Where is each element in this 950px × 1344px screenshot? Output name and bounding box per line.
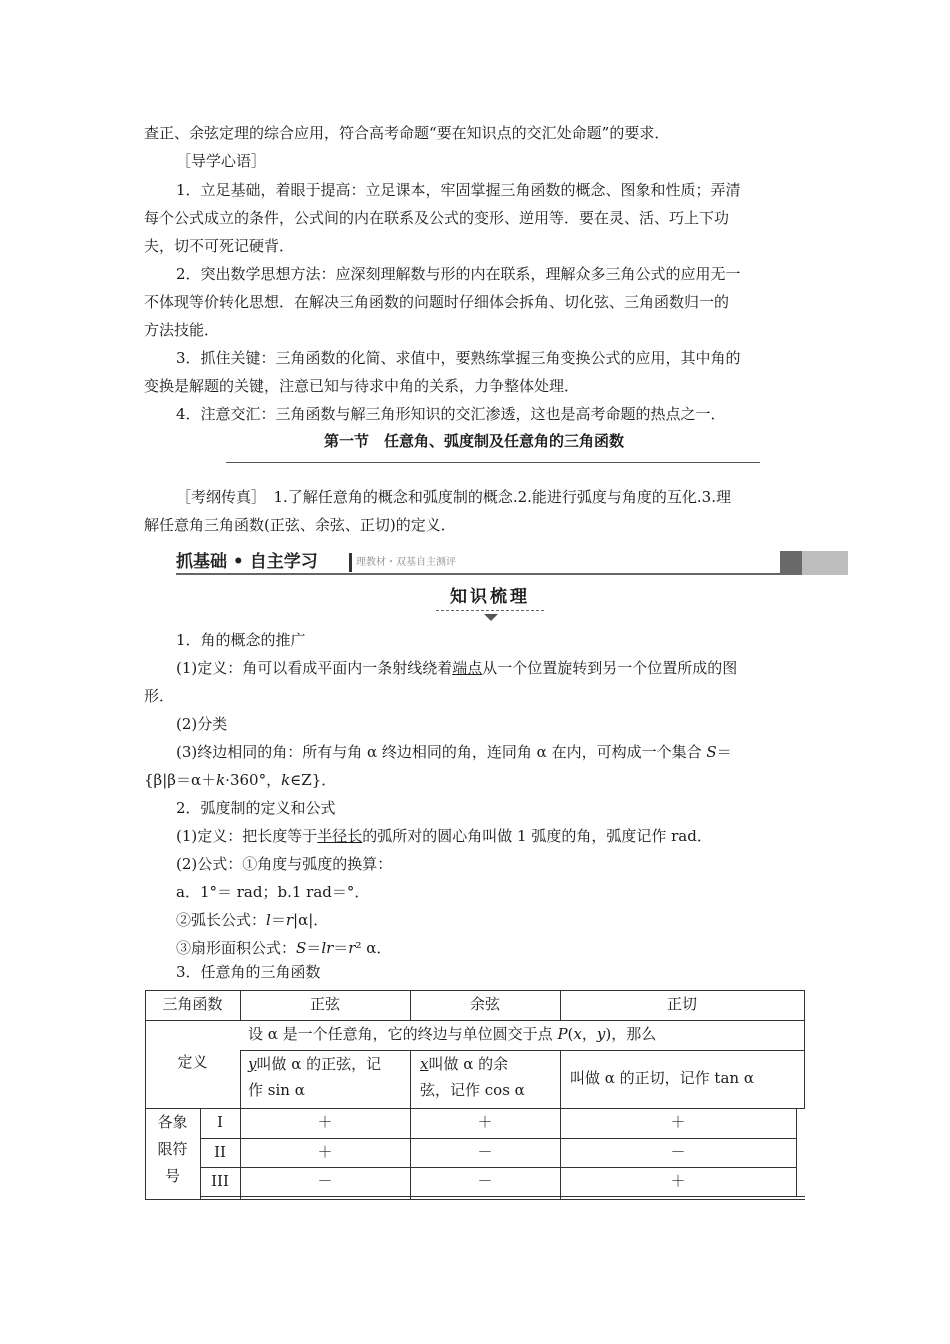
definition-intro	[248, 1022, 656, 1046]
sine-definition-cont: 作 sin α	[248, 1081, 305, 1099]
title-divider	[226, 462, 760, 463]
guide-point-3: 3．抓住关键：三角函数的化简、求值中，要熟练掌握三角变换公式的应用，其中角的	[176, 349, 741, 367]
text: (3)终边相同的角：所有与角 α 终边相同的角，连同角 α 在内，可构成一个集合	[176, 743, 707, 761]
sign-cell: －	[317, 1172, 333, 1190]
definition-label: 定义	[177, 1053, 208, 1071]
sign-cell: ＋	[317, 1143, 333, 1161]
table-border	[145, 1199, 805, 1200]
answer-radius-length: 半径长	[317, 827, 363, 845]
radian-formula: (2)公式：①角度与弧度的换算：	[176, 855, 393, 873]
var: P	[557, 1025, 568, 1043]
table-header: 正切	[666, 995, 697, 1013]
text: {β|β＝α＋	[144, 771, 217, 789]
guide-point-3-cont: 变换是解题的关键，注意已知与待求中角的关系，力争整体处理．	[144, 377, 580, 395]
table-border	[796, 1108, 797, 1196]
guide-heading: ［导学心语］	[176, 152, 267, 170]
table-border	[200, 1196, 805, 1197]
syllabus: ［考纲传真］ 1.了解任意角的概念和弧度制的概念.2.能进行弧度与角度的互化.3.理	[176, 488, 731, 506]
text: ②弧长公式：	[176, 911, 267, 929]
answer-endpoint: 端点	[452, 659, 483, 677]
text: (1)定义：角可以看成平面内一条射线绕着	[176, 659, 453, 677]
angle-definition	[176, 658, 846, 678]
table-header: 三角函数	[162, 995, 223, 1013]
text: )，那么	[605, 1025, 657, 1043]
text: ＝	[333, 939, 349, 957]
sign-cell: －	[670, 1143, 686, 1161]
heading-angle-concept: 1．角的概念的推广	[176, 631, 306, 649]
radian-definition	[176, 826, 846, 846]
table-border	[200, 1138, 796, 1139]
triangle-down-icon	[484, 614, 498, 621]
var: S	[296, 939, 307, 957]
text: ·360°，	[225, 771, 282, 789]
var: r	[348, 939, 356, 957]
text: ③扇形面积公式：	[176, 939, 297, 957]
knowledge-label: 知识梳理	[436, 586, 544, 611]
var: y	[596, 1025, 606, 1043]
sign-cell: －	[477, 1143, 493, 1161]
coterminal-set	[144, 770, 814, 790]
sign-cell: ＋	[670, 1172, 686, 1190]
tangent-definition: 叫做 α 的正切，记作 tan α	[570, 1069, 754, 1087]
table-border	[560, 1050, 561, 1108]
text: 叫做 α 的余	[428, 1055, 509, 1073]
guide-point-4: 4．注意交汇：三角函数与解三角形知识的交汇渗透，这也是高考命题的热点之一．	[176, 405, 726, 423]
text: 从一个位置旋转到另一个位置所成的图	[482, 659, 738, 677]
sign-cell: ＋	[670, 1113, 686, 1131]
angle-classification: (2)分类	[176, 715, 228, 733]
angle-definition-cont: 形．	[144, 687, 175, 705]
guide-point-1-cont: 每个公式成立的条件，公式间的内在联系及公式的变形、逆用等．要在灵、活、巧上下功	[144, 209, 730, 227]
sign-cell: ＋	[317, 1113, 333, 1131]
sign-cell: ＋	[477, 1113, 493, 1131]
guide-point-2-cont: 方法技能．	[144, 321, 220, 339]
banner-block-light	[802, 551, 848, 575]
text: |α|．	[293, 911, 329, 929]
quadrant-label: 限符	[157, 1140, 188, 1158]
table-header: 正弦	[309, 995, 340, 1013]
text: ² α．	[355, 939, 392, 957]
syllabus-cont: 解任意角三角函数(正弦、余弦、正切)的定义．	[144, 516, 456, 534]
quadrant-label: 各象	[157, 1113, 188, 1131]
heading-radian: 2．弧度制的定义和公式	[176, 799, 336, 817]
table-header: 余弦	[469, 995, 500, 1013]
answer-y: y	[248, 1055, 257, 1073]
var: k	[216, 771, 226, 789]
text: ＝	[270, 911, 286, 929]
banner-subtitle: 理教材・双基自主测评	[356, 557, 456, 568]
coterminal-angles	[176, 742, 846, 762]
text: ∈Z}．	[290, 771, 337, 789]
cosine-definition-cont: 弦，记作 cos α	[420, 1081, 525, 1099]
var: x	[573, 1025, 582, 1043]
table-border	[200, 1167, 796, 1168]
quadrant-III: III	[211, 1172, 229, 1190]
text: ，	[581, 1025, 597, 1043]
var: lr	[321, 939, 334, 957]
sector-area-formula	[176, 938, 846, 958]
quadrant-II: II	[214, 1143, 226, 1161]
table-border	[145, 990, 805, 991]
text: ＝	[716, 743, 732, 761]
sign-cell: －	[477, 1172, 493, 1190]
table-border	[240, 1050, 805, 1051]
arc-length-formula	[176, 910, 846, 930]
var: S	[706, 743, 717, 761]
guide-point-1-cont: 夫，切不可死记硬背．	[144, 237, 295, 255]
heading-trig-functions: 3．任意角的三角函数	[176, 963, 321, 981]
guide-point-2: 2．突出数学思想方法：应深刻理解数与形的内在联系，理解众多三角公式的应用无一	[176, 265, 741, 283]
table-border	[240, 1050, 241, 1108]
conversion-formula: a．1°＝ rad；b.1 rad＝°．	[176, 883, 370, 901]
table-border	[145, 1020, 805, 1021]
quadrant-I: I	[217, 1113, 223, 1131]
table-border	[145, 1108, 805, 1109]
banner-separator	[349, 553, 352, 572]
text: (1)定义：把长度等于	[176, 827, 318, 845]
text: 设 α 是一个任意角，它的终边与单位圆交于点	[248, 1025, 558, 1043]
cosine-definition	[420, 1052, 508, 1076]
var: r	[285, 911, 294, 929]
section-banner	[176, 551, 848, 575]
banner-title: 抓基础 • 自主学习	[176, 552, 318, 572]
section-title: 第一节 任意角、弧度制及任意角的三角函数	[323, 432, 624, 450]
table-border	[410, 1050, 411, 1108]
text: (	[567, 1025, 574, 1043]
text: 的弧所对的圆心角叫做 1 弧度的角，弧度记作 rad．	[362, 827, 712, 845]
guide-point-2-cont: 不体现等价转化思想．在解决三角函数的问题时仔细体会拆角、切化弦、三角函数归一的	[144, 293, 730, 311]
intro-line: 查正、余弦定理的综合应用，符合高考命题“要在知识点的交汇处命题”的要求．	[144, 124, 670, 142]
var: l	[266, 911, 271, 929]
sine-definition	[248, 1052, 381, 1076]
banner-block-dark	[780, 551, 802, 575]
text: ＝	[306, 939, 322, 957]
table-border	[804, 990, 805, 1108]
quadrant-label: 号	[164, 1167, 180, 1185]
var: k	[281, 771, 291, 789]
banner-rule	[176, 573, 780, 575]
guide-point-1: 1．立足基础，着眼于提高：立足课本，牢固掌握三角函数的概念、图象和性质；弄清	[176, 181, 741, 199]
answer-x: x	[420, 1055, 429, 1073]
text: 叫做 α 的正弦，记	[256, 1055, 382, 1073]
